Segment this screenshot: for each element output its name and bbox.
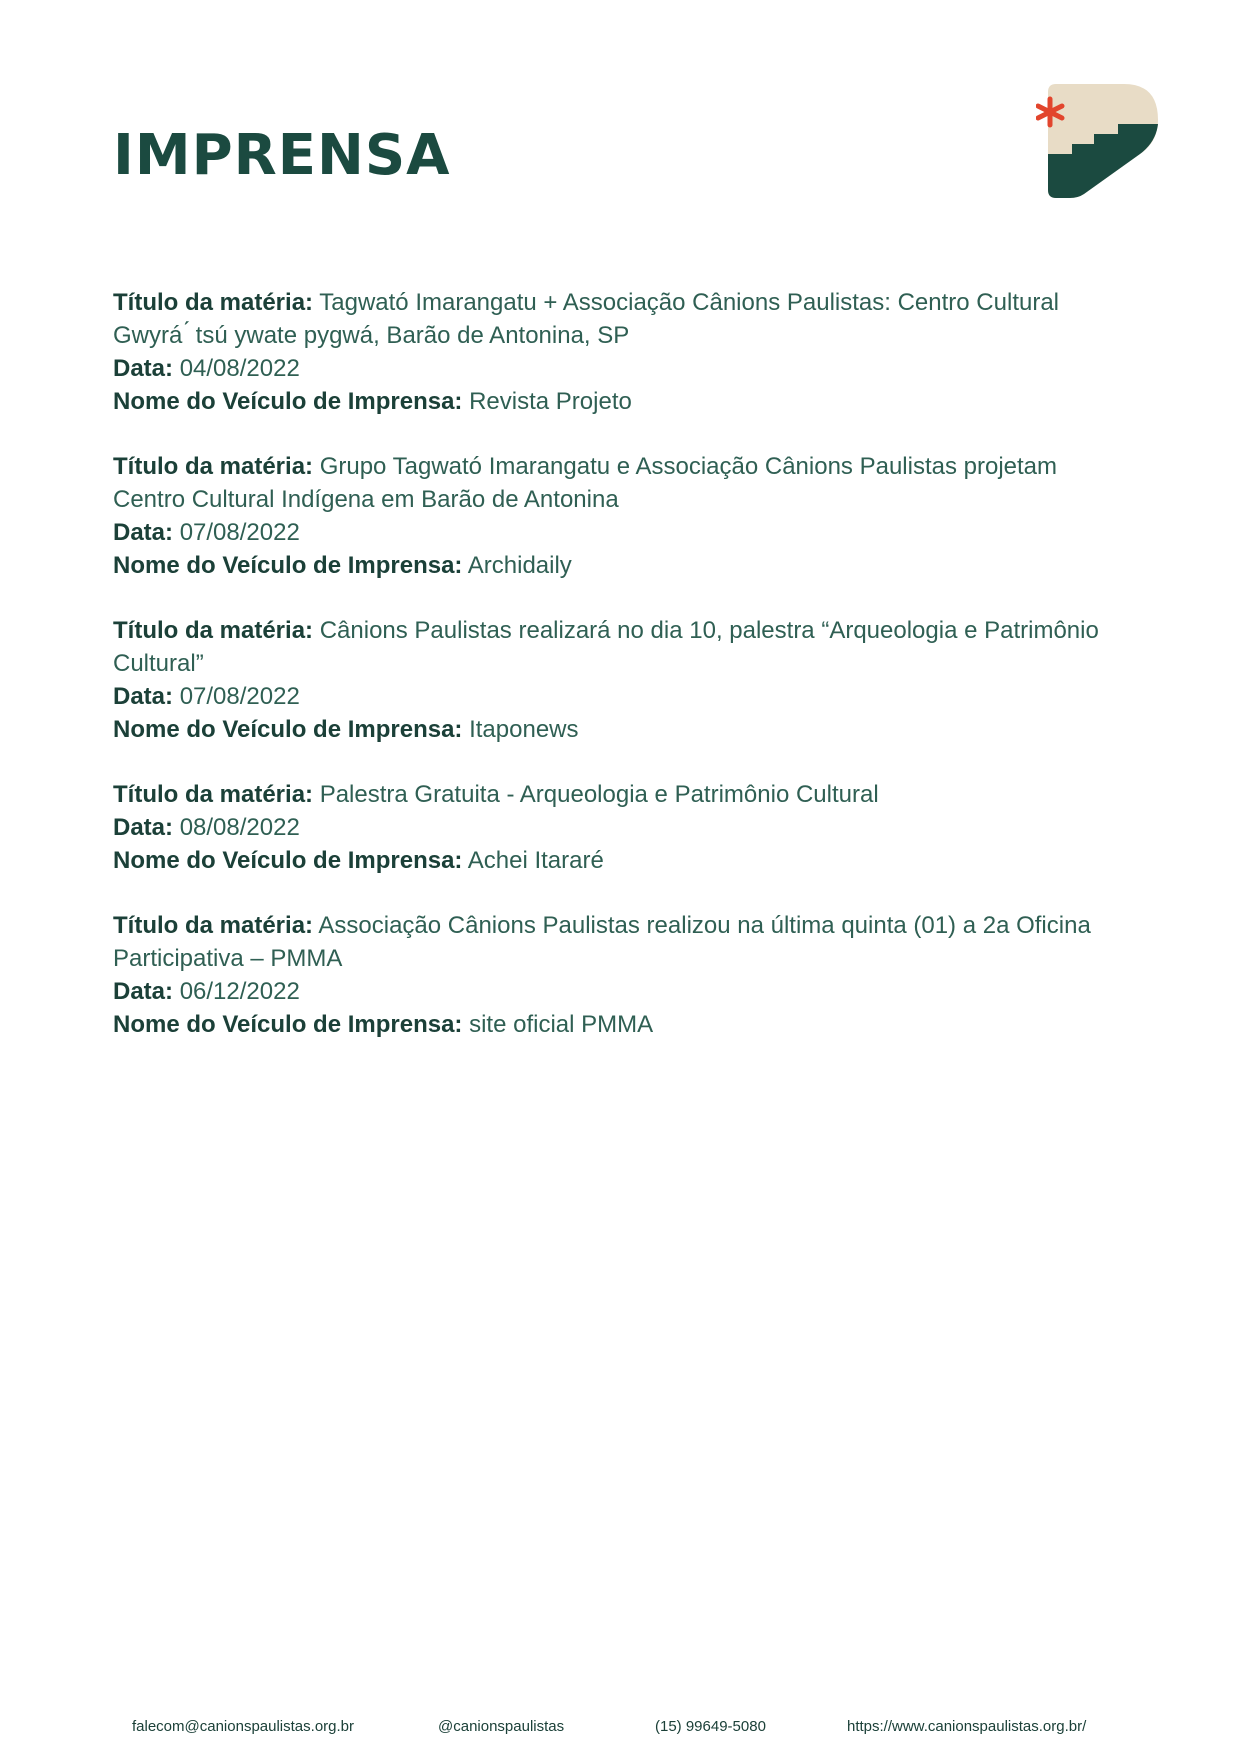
outlet-label: Nome do Veículo de Imprensa:: [113, 552, 463, 579]
entry-title: Tagwató Imarangatu + Associação Cânions Paulistas: Centro Cultural Gwyrá ́ tsú ywate pygwá, Barão de Antonina, SP: [113, 289, 1059, 349]
footer: [0, 1718, 1240, 1742]
press-entry: [113, 909, 1123, 1041]
press-entry: [113, 778, 1123, 877]
footer-email-link[interactable]: falecom@canionspaulistas.org.br: [132, 1718, 355, 1735]
entry-date: 07/08/2022: [179, 683, 300, 710]
date-label: Data:: [113, 519, 174, 546]
entry-date: 06/12/2022: [179, 978, 300, 1005]
entry-outlet: Archidaily: [467, 552, 572, 579]
outlet-label: Nome do Veículo de Imprensa:: [113, 847, 463, 874]
entry-title: Cânions Paulistas realizará no dia 10, palestra “Arqueologia e Patrimônio Cultural”: [113, 617, 1099, 677]
footer-phone[interactable]: (15) 99649-5080: [655, 1718, 766, 1735]
title-label: Título da matéria:: [113, 781, 314, 808]
footer-social-link[interactable]: @canionspaulistas: [438, 1718, 565, 1735]
entry-date: 07/08/2022: [179, 519, 300, 546]
outlet-label: Nome do Veículo de Imprensa:: [113, 1011, 463, 1038]
entry-title: Palestra Gratuita - Arqueologia e Patrimônio Cultural: [319, 781, 879, 808]
entry-title: Grupo Tagwató Imarangatu e Associação Cânions Paulistas projetam Centro Cultural Indígena em Barão de Antonina: [113, 453, 1058, 513]
press-entry: [113, 286, 1123, 418]
page-title: IMPRENSA: [113, 123, 451, 188]
press-entries: [113, 286, 1123, 1073]
entry-outlet: Revista Projeto: [469, 388, 632, 415]
canions-paulistas-logo: [1036, 82, 1160, 198]
title-label: Título da matéria:: [113, 453, 314, 480]
entry-outlet: site oficial PMMA: [469, 1011, 654, 1038]
entry-outlet: Achei Itararé: [467, 847, 604, 874]
date-label: Data:: [113, 355, 174, 382]
title-label: Título da matéria:: [113, 289, 314, 316]
title-label: Título da matéria:: [113, 912, 314, 939]
entry-title: Associação Cânions Paulistas realizou na última quinta (01) a 2a Oficina Participativa – PMMA: [113, 912, 1091, 972]
entry-date: 08/08/2022: [179, 814, 300, 841]
date-label: Data:: [113, 814, 174, 841]
date-label: Data:: [113, 978, 174, 1005]
outlet-label: Nome do Veículo de Imprensa:: [113, 388, 463, 415]
outlet-label: Nome do Veículo de Imprensa:: [113, 716, 463, 743]
title-label: Título da matéria:: [113, 617, 314, 644]
press-entry: [113, 614, 1123, 746]
press-entry: [113, 450, 1123, 582]
date-label: Data:: [113, 683, 174, 710]
footer-website-link[interactable]: https://www.canionspaulistas.org.br/: [847, 1718, 1087, 1735]
entry-date: 04/08/2022: [179, 355, 300, 382]
entry-outlet: Itaponews: [469, 716, 579, 743]
